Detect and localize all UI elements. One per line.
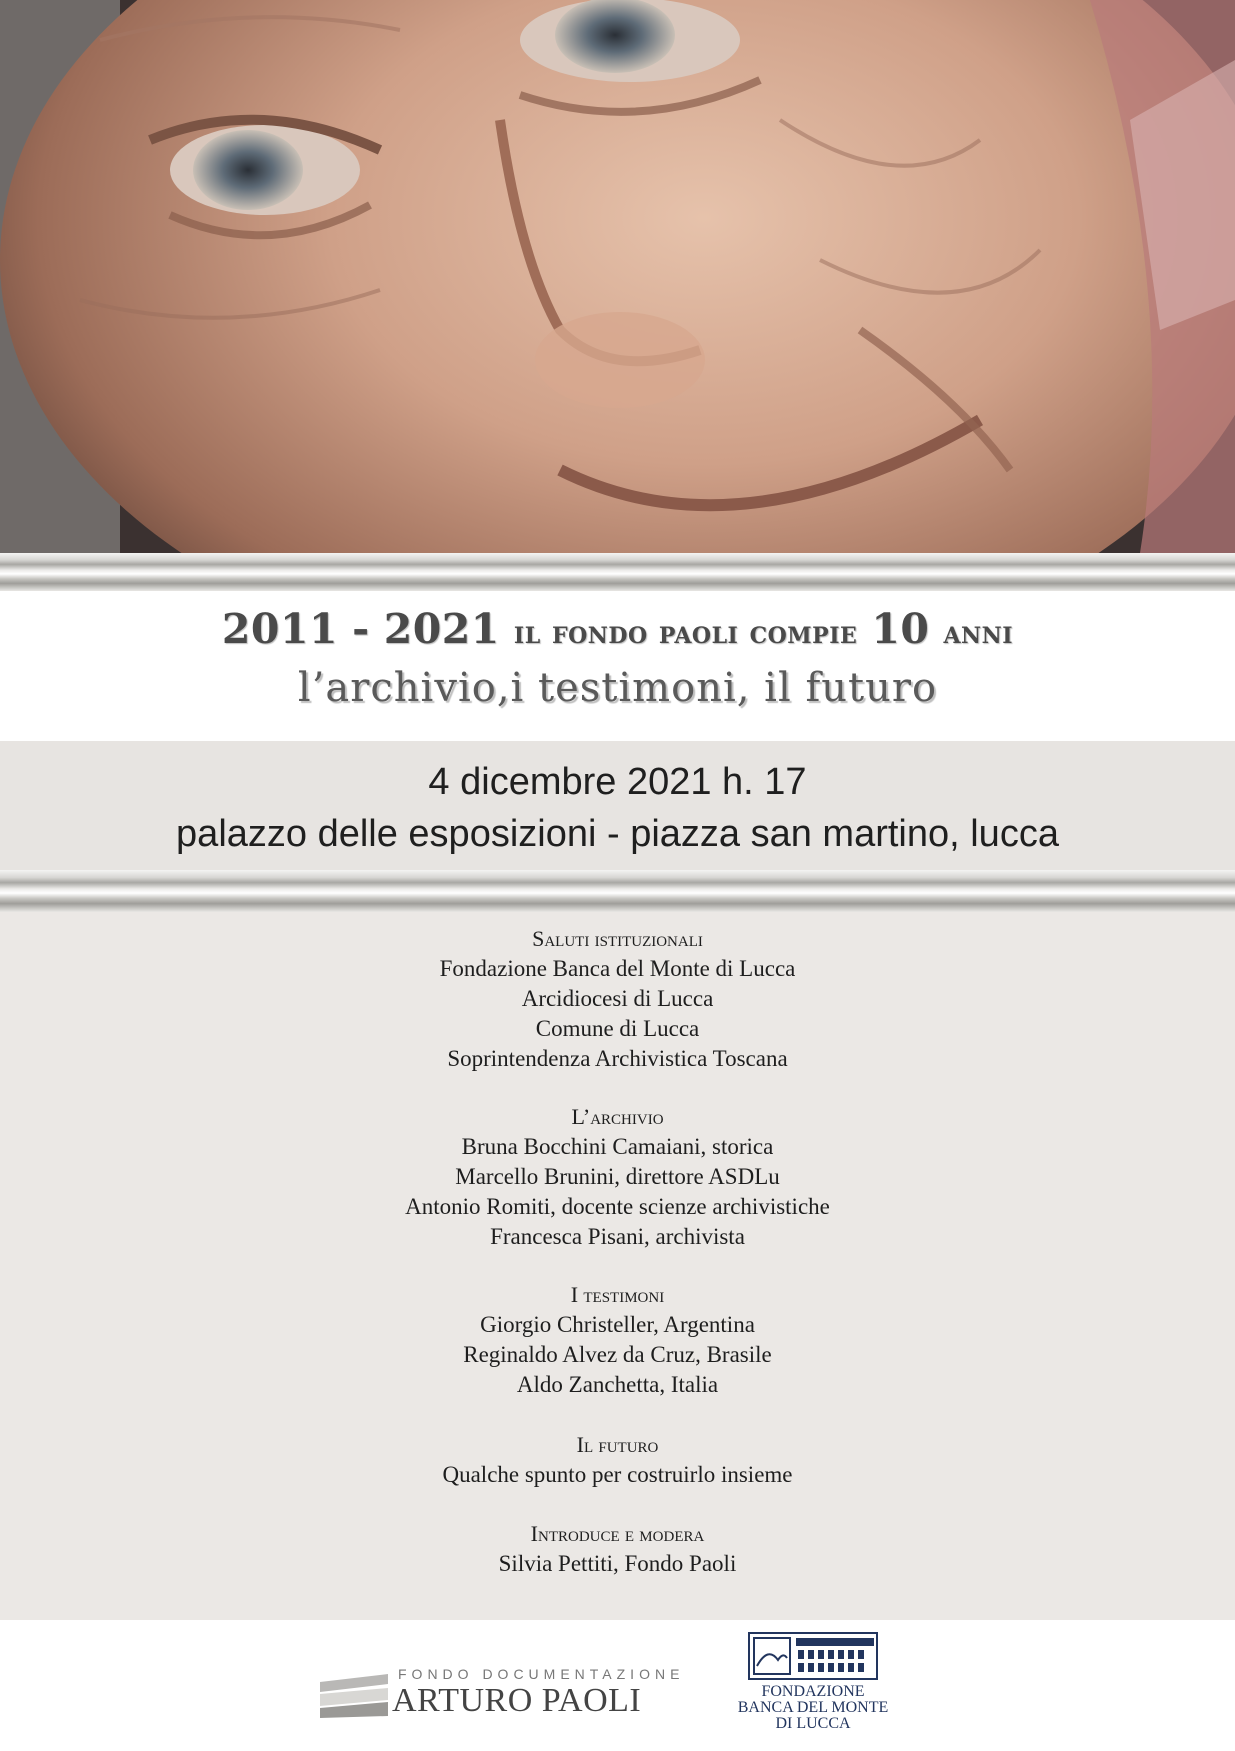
event-info: [0, 741, 1235, 870]
arturo-paoli-tagline: FONDO DOCUMENTAZIONE: [398, 1666, 685, 1682]
palazzo-facade-icon: [748, 1632, 878, 1680]
list-item: Marcello Brunini, direttore ASDLu: [455, 1164, 780, 1189]
section-heading: I testimoni: [570, 1282, 665, 1307]
program-section: [0, 1280, 1235, 1400]
list-item: Fondazione Banca del Monte di Lucca: [439, 956, 796, 981]
main-title: [0, 605, 1235, 653]
portrait-closeup-icon: [0, 0, 1235, 553]
list-item: Giorgio Christeller, Argentina: [480, 1312, 755, 1337]
program-section: [0, 924, 1235, 1074]
title-separator: -: [352, 605, 370, 653]
list-item: Qualche spunto per costruirlo insieme: [442, 1462, 793, 1487]
program-section: [0, 1519, 1235, 1579]
list-item: Soprintendenza Archivistica Toscana: [447, 1046, 788, 1071]
event-date-time: 4 dicembre 2021 h. 17: [428, 761, 807, 803]
title-number: 10: [871, 605, 930, 653]
fondazione-logo: [722, 1632, 904, 1747]
bottom-rail-divider: [0, 870, 1235, 912]
title-section: [0, 591, 1235, 741]
list-item: Aldo Zanchetta, Italia: [516, 1372, 719, 1397]
title-year-end: 2021: [383, 605, 500, 653]
portrait-photo: [0, 0, 1235, 553]
list-item: Arcidiocesi di Lucca: [521, 986, 714, 1011]
arturo-paoli-logo: [318, 1664, 685, 1734]
footer-logos: [0, 1620, 1235, 1751]
fondazione-name: FONDAZIONE BANCA DEL MONTE DI LUCCA: [737, 1683, 889, 1732]
section-heading: Introduce e modera: [530, 1521, 705, 1546]
arturo-paoli-name: ARTURO PAOLI: [392, 1682, 642, 1719]
title-year-start: 2011: [221, 605, 339, 653]
list-item: Antonio Romiti, docente scienze archivistiche: [405, 1194, 830, 1219]
section-heading: Saluti istituzionali: [532, 926, 703, 951]
program-list: [0, 912, 1235, 1620]
list-item: Reginaldo Alvez da Cruz, Brasile: [463, 1342, 772, 1367]
event-venue: palazzo delle esposizioni - piazza san martino, lucca: [176, 813, 1059, 855]
list-item: Comune di Lucca: [535, 1016, 700, 1041]
list-item: Francesca Pisani, archivista: [490, 1224, 745, 1249]
list-item: Silvia Pettiti, Fondo Paoli: [498, 1551, 737, 1576]
program-section: [0, 1430, 1235, 1490]
title-phrase-1: il fondo paoli compie: [513, 615, 858, 651]
stacked-archive-icon: [318, 1672, 390, 1720]
section-heading: Il futuro: [576, 1432, 659, 1457]
list-item: Bruna Bocchini Camaiani, storica: [461, 1134, 774, 1159]
section-heading: L’archivio: [571, 1104, 664, 1129]
top-rail-divider: [0, 553, 1235, 591]
title-phrase-2: anni: [943, 615, 1014, 651]
program-section: [0, 1102, 1235, 1252]
subtitle: l’archivio,i testimoni, il futuro: [297, 665, 938, 711]
